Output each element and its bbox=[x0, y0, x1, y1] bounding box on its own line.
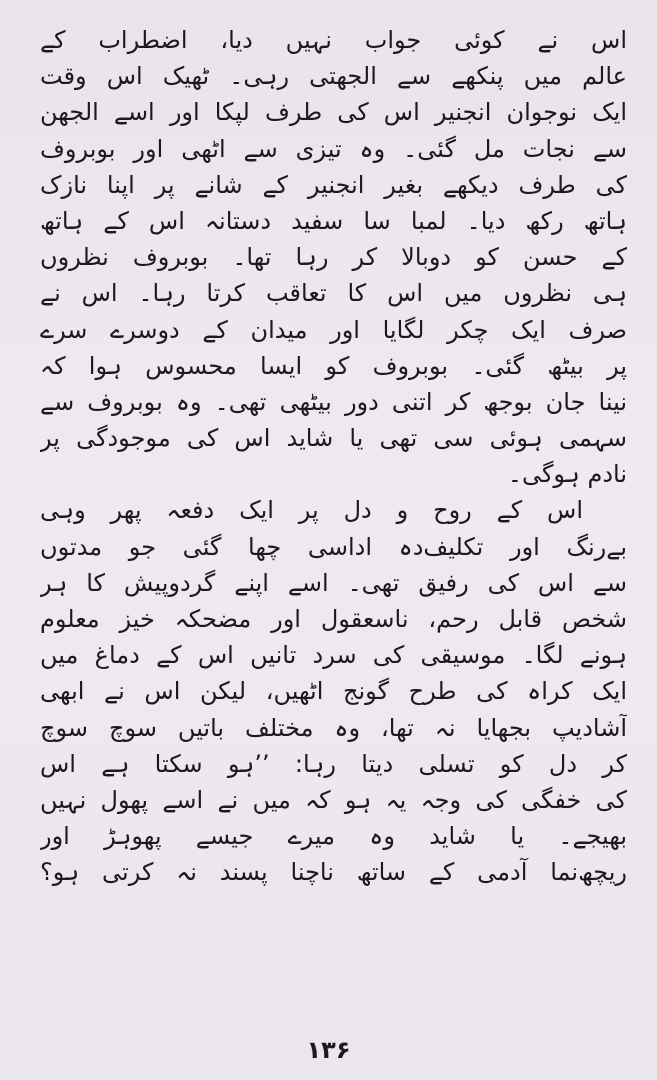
paragraph-1 bbox=[40, 22, 627, 492]
text-line: بھیجے۔ یا شاید وہ میرے جیسے پھوہڑ اور bbox=[40, 822, 627, 851]
text-line: عالم میں پنکھے سے الجھتی رہی۔ ٹھیک اس وقت bbox=[40, 62, 627, 91]
text-line: ایک کراہ کی طرح گونج اٹھیں، لیکن اس نے ابھی bbox=[40, 677, 627, 706]
text-line: بےرنگ اور تکلیف‌دہ اداسی چھا گئی جو مدتوں bbox=[40, 532, 627, 561]
text-line: سے اس کی رفیق تھی۔ اسے اپنے گردوپیش کا ہر bbox=[40, 568, 627, 597]
text-line: ہاتھ رکھ دیا۔ لمبا سا سفید دستانہ اس کے ہاتھ bbox=[40, 206, 627, 235]
text-line: آشادیپ بجھایا نہ تھا، وہ مختلف باتیں سوچ سوچ bbox=[40, 713, 627, 742]
text-line: سہمی ہوئی سی تھی یا شاید اس کی موجودگی پر bbox=[40, 424, 627, 453]
text-line: سے نجات مل گئی۔ وہ تیزی سے اٹھی اور بوبروف bbox=[40, 134, 627, 163]
text-line: ہونے لگا۔ موسیقی کی سرد تانیں اس کے دماغ میں bbox=[40, 641, 627, 670]
text-line: نینا جان بوجھ کر اتنی دور بیٹھی تھی۔ وہ بوبروف سے bbox=[40, 387, 627, 416]
page-number: ۱۳۶ bbox=[306, 1036, 351, 1064]
text-line: کے حسن کو دوبالا کر رہا تھا۔ بوبروف نظروں bbox=[40, 243, 627, 272]
text-line: کر دل کو تسلی دیتا رہا: ’’ہو سکتا ہے اس bbox=[40, 749, 627, 778]
text-line: ایک نوجوان انجنیر اس کی طرف لپکا اور اسے الجھن bbox=[40, 98, 627, 127]
text-line: اس نے کوئی جواب نہیں دیا، اضطراب کے bbox=[40, 26, 627, 54]
text-line: کی خفگی کی وجہ یہ ہو کہ میں نے اسے پھول نہیں bbox=[40, 785, 627, 814]
text-line: ہی نظروں میں اس کا تعاقب کرتا رہا۔ اس نے bbox=[40, 279, 627, 308]
text-line: کی طرف دیکھے بغیر انجنیر کے شانے پر اپنا نازک bbox=[40, 170, 627, 199]
text-line: نادم ہوگی۔ bbox=[507, 460, 627, 489]
text-line: صرف ایک چکر لگایا اور میدان کے دوسرے سرے bbox=[40, 315, 627, 344]
text-line: ریچھ‌نما آدمی کے ساتھ ناچنا پسند نہ کرتی ہو؟ bbox=[40, 858, 627, 887]
text-line: اس کے روح و دل پر ایک دفعہ پھر وہی bbox=[40, 496, 583, 525]
text-line: شخص قابل رحم، ناسعقول اور مضحکہ خیز معلوم bbox=[40, 605, 627, 633]
text-line: پر بیٹھ گئی۔ بوبروف کو ایسا محسوس ہوا کہ bbox=[40, 351, 627, 380]
paragraph-2 bbox=[40, 492, 627, 890]
body-text bbox=[40, 22, 627, 891]
